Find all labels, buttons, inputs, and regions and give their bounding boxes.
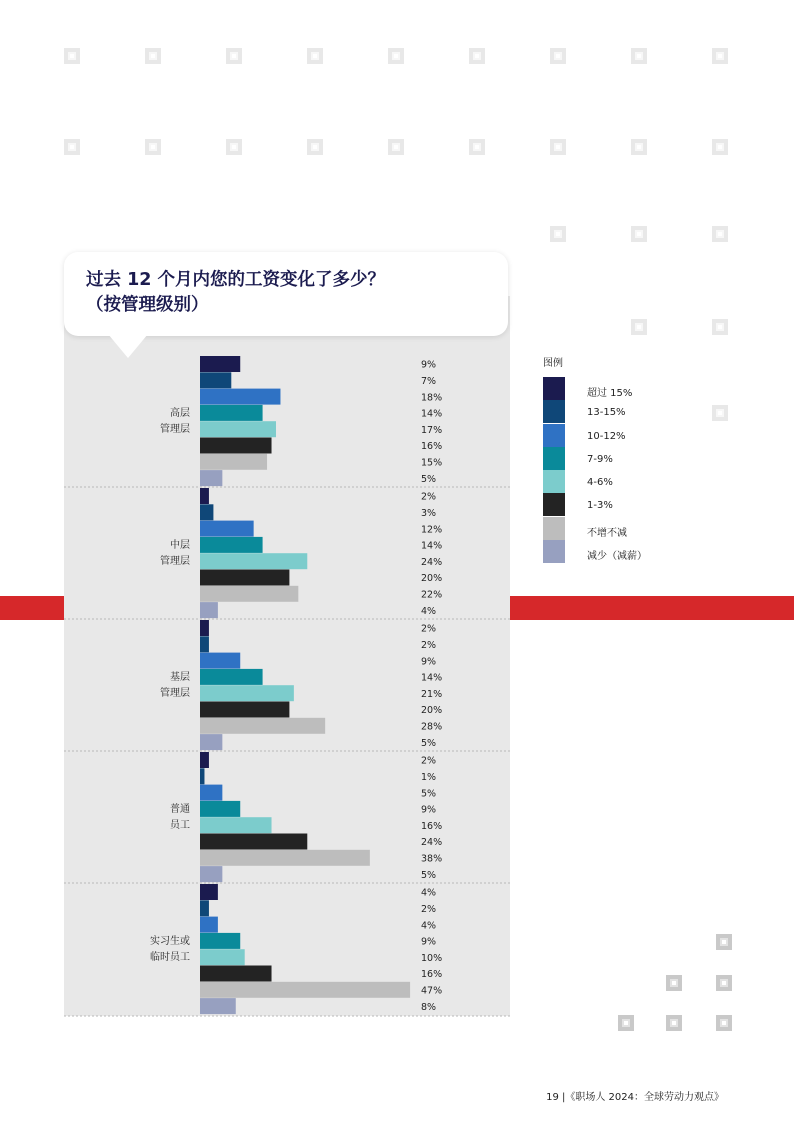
bar-value-label: 10% xyxy=(421,952,443,964)
bar xyxy=(200,768,204,784)
legend-item xyxy=(543,470,613,493)
bar-value-label: 17% xyxy=(421,424,443,436)
bar xyxy=(200,454,267,470)
bar-value-label: 22% xyxy=(421,589,443,601)
bar xyxy=(200,470,222,486)
legend-label: 不增不减 xyxy=(587,527,627,539)
legend-swatch xyxy=(543,470,565,493)
bar-value-label: 2% xyxy=(421,755,437,767)
legend xyxy=(543,354,647,563)
bar-value-label: 24% xyxy=(421,556,443,568)
bar xyxy=(200,636,209,652)
legend-items xyxy=(543,377,647,563)
bar xyxy=(200,900,209,916)
legend-swatch xyxy=(543,400,565,423)
legend-label: 13-15% xyxy=(587,407,626,419)
category-label: 实习生或 xyxy=(150,936,190,948)
category-label: 管理层 xyxy=(160,424,190,436)
bar xyxy=(200,982,410,998)
bar xyxy=(200,850,370,866)
bar xyxy=(200,438,272,454)
bar xyxy=(200,685,294,701)
legend-item xyxy=(543,400,626,423)
bar-value-label: 14% xyxy=(421,672,443,684)
bar-value-label: 3% xyxy=(421,507,437,519)
chart-title-line2: （按管理级别） xyxy=(86,295,209,315)
page-footer: 19 |《职场人 2024：全球劳动力观点》 xyxy=(546,1092,724,1103)
bar xyxy=(200,653,240,669)
category-label: 员工 xyxy=(170,820,190,832)
bar xyxy=(200,785,222,801)
bar xyxy=(200,405,263,421)
bar xyxy=(200,866,222,882)
bar xyxy=(200,702,289,718)
bar xyxy=(200,966,272,982)
bar-value-label: 16% xyxy=(421,441,443,453)
legend-label: 减少（减薪） xyxy=(587,551,647,563)
legend-swatch xyxy=(543,517,565,540)
bar xyxy=(200,537,263,553)
bar-value-label: 5% xyxy=(421,869,437,881)
bar xyxy=(200,620,209,636)
category-label: 管理层 xyxy=(160,688,190,700)
bar-value-label: 20% xyxy=(421,573,443,585)
bar-value-label: 4% xyxy=(421,920,437,932)
bar xyxy=(200,570,289,586)
bar xyxy=(200,602,218,618)
bar-value-label: 14% xyxy=(421,408,443,420)
bar-value-label: 5% xyxy=(421,737,437,749)
legend-item xyxy=(543,377,633,400)
legend-label: 7-9% xyxy=(587,453,613,465)
chart-title-line1: 过去 12 个月内您的工资变化了多少？ xyxy=(86,270,386,290)
category-label: 普通 xyxy=(170,804,190,816)
bar xyxy=(200,752,209,768)
category-label: 高层 xyxy=(170,408,190,420)
bar-value-label: 9% xyxy=(421,936,437,948)
legend-label: 4-6% xyxy=(587,477,613,489)
bar-value-label: 15% xyxy=(421,457,443,469)
bar-value-label: 20% xyxy=(421,705,443,717)
category-label: 管理层 xyxy=(160,556,190,568)
bar xyxy=(200,421,276,437)
bar-value-label: 7% xyxy=(421,375,437,387)
bar-value-label: 2% xyxy=(421,639,437,651)
legend-label: 超过 15% xyxy=(587,388,633,399)
bar-value-label: 2% xyxy=(421,491,437,503)
bar xyxy=(200,998,236,1014)
bar xyxy=(200,669,263,685)
bar-value-label: 28% xyxy=(421,721,443,733)
bar xyxy=(200,884,218,900)
bar xyxy=(200,834,307,850)
bar-value-label: 4% xyxy=(421,887,437,899)
legend-item xyxy=(543,517,627,540)
bar-value-label: 2% xyxy=(421,903,437,915)
legend-label: 1-3% xyxy=(587,500,613,512)
bar-value-label: 12% xyxy=(421,524,443,536)
bar xyxy=(200,372,231,388)
legend-swatch xyxy=(543,447,565,470)
legend-item xyxy=(543,447,613,470)
bar-value-label: 16% xyxy=(421,820,443,832)
bar-value-label: 4% xyxy=(421,605,437,617)
bar-value-label: 38% xyxy=(421,853,443,865)
bar xyxy=(200,586,298,602)
legend-title: 图例 xyxy=(543,358,563,369)
bar-value-label: 47% xyxy=(421,985,443,997)
bar xyxy=(200,553,307,569)
category-label: 基层 xyxy=(170,672,190,684)
bar xyxy=(200,356,240,372)
legend-label: 10-12% xyxy=(587,430,626,442)
legend-item xyxy=(543,424,626,447)
bar xyxy=(200,389,280,405)
legend-item xyxy=(543,540,647,563)
legend-swatch xyxy=(543,540,565,563)
bar xyxy=(200,801,240,817)
bar xyxy=(200,504,213,520)
bar-value-label: 21% xyxy=(421,688,443,700)
bar-value-label: 9% xyxy=(421,804,437,816)
bar-value-label: 18% xyxy=(421,392,443,404)
bar xyxy=(200,933,240,949)
bar xyxy=(200,718,325,734)
bar-value-label: 16% xyxy=(421,969,443,981)
legend-item xyxy=(543,493,613,516)
bar-value-label: 2% xyxy=(421,623,437,635)
bar-value-label: 5% xyxy=(421,473,437,485)
bar-value-label: 14% xyxy=(421,540,443,552)
bar-value-label: 9% xyxy=(421,656,437,668)
bar-value-label: 5% xyxy=(421,788,437,800)
legend-swatch xyxy=(543,493,565,516)
legend-swatch xyxy=(543,377,565,400)
bar-value-label: 9% xyxy=(421,359,437,371)
legend-swatch xyxy=(543,424,565,447)
bar-value-label: 8% xyxy=(421,1001,437,1013)
bar xyxy=(200,734,222,750)
bar xyxy=(200,949,245,965)
category-label: 中层 xyxy=(170,540,190,552)
bar xyxy=(200,817,272,833)
category-label: 临时员工 xyxy=(150,952,190,964)
bar xyxy=(200,488,209,504)
bar xyxy=(200,521,254,537)
bar-value-label: 1% xyxy=(421,771,437,783)
bar-value-label: 24% xyxy=(421,837,443,849)
bar xyxy=(200,917,218,933)
